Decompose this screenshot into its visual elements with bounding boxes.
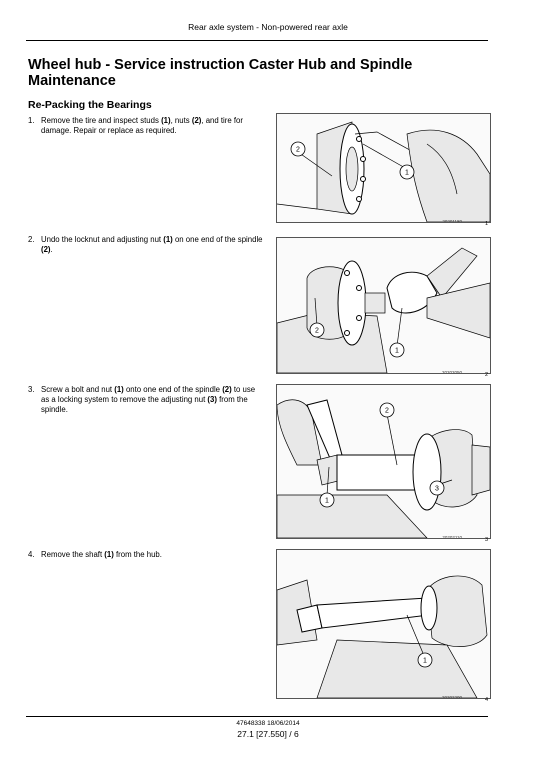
step-4: [28, 550, 263, 560]
step-number: 3.: [28, 385, 35, 394]
step-text: Remove the tire and inspect studs (1), nuts (2), and tire for damage. Repair or replace as required.: [41, 116, 243, 135]
callout-badge: [430, 481, 444, 495]
callout-badge: [418, 653, 432, 667]
step-number: 4.: [28, 550, 35, 559]
callout-number: 2: [296, 146, 300, 154]
callout-number: 1: [395, 347, 399, 355]
figure-code: 20202110: [442, 535, 462, 539]
footer-page-number: 27.1 [27.550] / 6: [237, 729, 299, 739]
callout-badge: [380, 403, 394, 417]
figure-code: 20201180: [442, 219, 462, 223]
figure-1-illustration: [276, 113, 491, 223]
figure-code: 20202050: [441, 370, 462, 374]
step-number: 2.: [28, 235, 35, 244]
callout-number: 1: [325, 497, 329, 505]
figure-4-illustration: [276, 549, 491, 699]
callout-number: 2: [385, 407, 389, 415]
step-2: [28, 235, 263, 255]
figure-code: 20202200: [441, 695, 462, 699]
callout-number: 3: [435, 485, 439, 493]
callout-number: 1: [405, 169, 409, 177]
callout-number: 2: [315, 327, 319, 335]
figure-3-illustration: [276, 384, 491, 539]
step-text: Screw a bolt and nut (1) onto one end of the spindle (2) to use as a locking system to remove the adjusting nut (3) from the spindle.: [41, 385, 256, 414]
page-title: Wheel hub - Service instruction Caster Hub and Spindle Maintenance: [28, 57, 413, 89]
callout-badge: [310, 323, 324, 337]
callout-badge: [400, 165, 414, 179]
callout-badge: [291, 142, 305, 156]
footer-rule: [26, 716, 488, 717]
step-3: [28, 385, 263, 415]
callout-badge: [320, 493, 334, 507]
figure-number: 2: [485, 372, 489, 378]
step-number: 1.: [28, 116, 35, 125]
figure-2-illustration: [276, 237, 491, 374]
step-1: [28, 116, 263, 136]
footer-doc-code: 47648338 18/06/2014: [236, 720, 300, 727]
callout-number: 1: [423, 657, 427, 665]
step-text: Undo the locknut and adjusting nut (1) on one end of the spindle (2).: [41, 235, 263, 254]
header-rule: [26, 40, 488, 41]
step-text: Remove the shaft (1) from the hub.: [41, 550, 162, 559]
callout-badge: [390, 343, 404, 357]
figure-number: 4: [485, 697, 489, 703]
running-header: Rear axle system - Non-powered rear axle: [188, 22, 348, 32]
section-title: Re-Packing the Bearings: [28, 99, 152, 111]
figure-number: 1: [485, 221, 489, 227]
figure-number: 3: [485, 537, 489, 543]
